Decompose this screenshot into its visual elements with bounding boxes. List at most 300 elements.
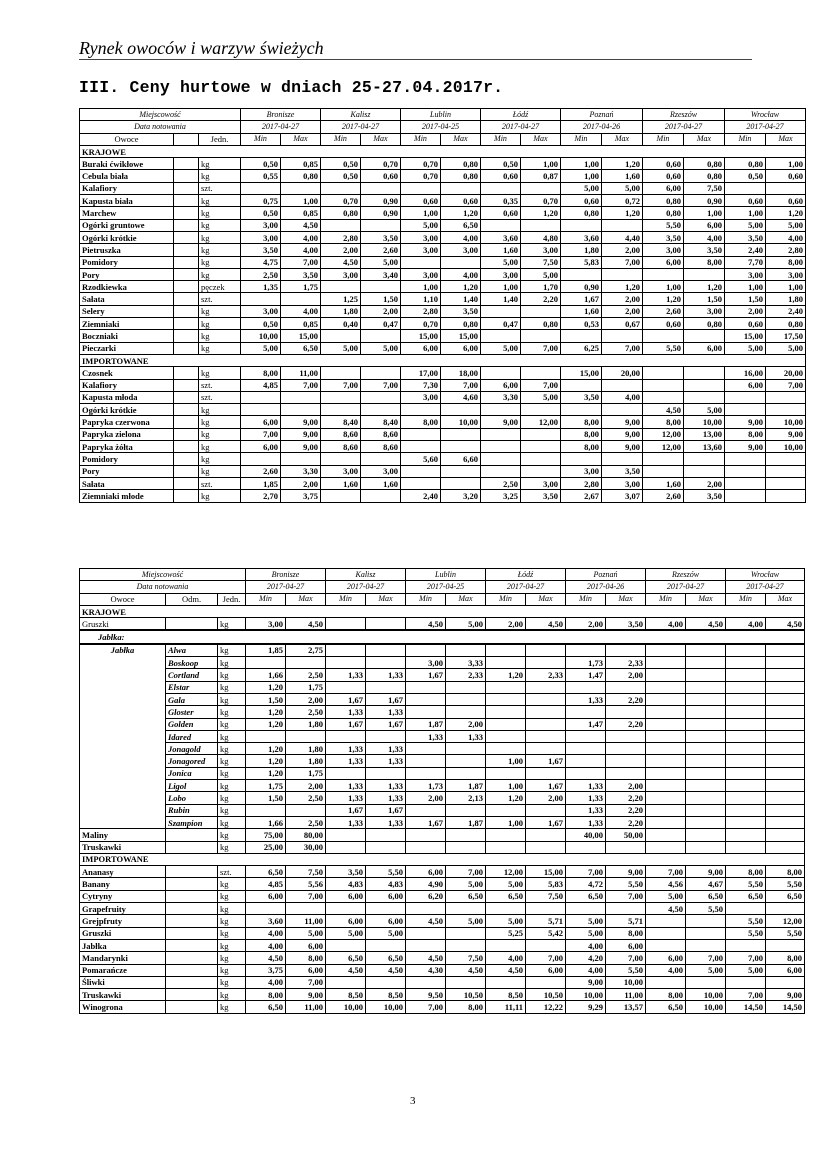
table-row — [80, 927, 805, 939]
min-price: 1,66 — [246, 816, 286, 828]
unit: kg — [218, 829, 246, 841]
product-name: Ogórki gruntowe — [80, 219, 174, 231]
unit: kg — [218, 903, 246, 915]
min-price: 0,60 — [725, 195, 766, 207]
min-price — [566, 706, 606, 718]
max-price — [766, 718, 805, 730]
empty-cell — [174, 318, 199, 330]
min-price: 4,50 — [321, 256, 361, 268]
min-price: 1,33 — [326, 743, 366, 755]
max-price — [521, 367, 561, 379]
table-row — [80, 952, 805, 964]
empty-cell — [174, 379, 199, 391]
max-price: 3,30 — [281, 465, 321, 477]
max-price: 6,00 — [684, 342, 725, 354]
max-price — [366, 976, 406, 988]
max-price: 0,60 — [361, 170, 401, 182]
max-price — [684, 391, 725, 403]
max-price: 3,50 — [521, 490, 561, 502]
min-price — [401, 404, 441, 416]
min-price — [406, 903, 446, 915]
max-price: 4,50 — [366, 964, 406, 976]
min-price: 0,55 — [241, 170, 281, 182]
min-column-header: Min — [725, 133, 766, 145]
min-price: 1,33 — [566, 693, 606, 705]
max-price: 6,00 — [526, 964, 566, 976]
max-price — [281, 453, 321, 465]
empty-cell — [166, 952, 218, 964]
min-price — [646, 792, 686, 804]
max-price: 7,00 — [446, 866, 486, 878]
max-price: 5,00 — [602, 182, 643, 194]
product-name: Kalafiory — [80, 379, 174, 391]
market-date: 2017-04-27 — [726, 581, 805, 593]
min-price — [246, 804, 286, 816]
unit: kg — [199, 318, 241, 330]
unit: kg — [218, 618, 246, 631]
apples-group-label: Jabłka: — [80, 630, 805, 643]
min-price: 9,00 — [725, 441, 766, 453]
min-price — [561, 330, 602, 342]
product-name: Winogrona — [80, 1001, 166, 1013]
max-price: 10,00 — [606, 976, 646, 988]
max-price — [366, 939, 406, 951]
min-price — [486, 693, 526, 705]
min-column-header: Min — [486, 593, 526, 605]
max-price: 12,00 — [766, 915, 805, 927]
min-price: 5,00 — [486, 915, 526, 927]
unit: pęczek — [199, 281, 241, 293]
min-price — [486, 718, 526, 730]
market-date: 2017-04-27 — [481, 121, 561, 133]
max-price: 12,00 — [521, 416, 561, 428]
market-date: 2017-04-26 — [561, 121, 643, 133]
min-price: 4,50 — [326, 964, 366, 976]
product-name: Papryka czerwona — [80, 416, 174, 428]
min-price — [726, 755, 766, 767]
min-price: 12,00 — [486, 866, 526, 878]
min-price: 8,40 — [321, 416, 361, 428]
min-price — [726, 718, 766, 730]
max-price — [446, 804, 486, 816]
min-price: 0,47 — [481, 318, 521, 330]
max-price — [526, 706, 566, 718]
max-price — [441, 182, 481, 194]
max-price: 7,50 — [446, 952, 486, 964]
max-price — [361, 453, 401, 465]
max-price: 10,00 — [766, 416, 806, 428]
min-price: 4,00 — [566, 939, 606, 951]
min-price: 6,50 — [566, 890, 606, 902]
unit: kg — [218, 693, 246, 705]
max-price — [366, 829, 406, 841]
max-price: 0,90 — [361, 195, 401, 207]
table-row — [80, 792, 805, 804]
max-price: 1,20 — [441, 281, 481, 293]
min-price: 6,50 — [326, 952, 366, 964]
max-price: 0,80 — [766, 318, 806, 330]
max-price: 2,00 — [684, 477, 725, 489]
unit: szt. — [199, 477, 241, 489]
max-price — [686, 693, 726, 705]
max-column-header: Max — [684, 133, 725, 145]
max-price — [446, 767, 486, 779]
max-price: 8,00 — [766, 952, 805, 964]
min-price: 4,50 — [643, 404, 684, 416]
max-price — [766, 939, 805, 951]
max-price: 2,33 — [526, 669, 566, 681]
min-price — [326, 976, 366, 988]
empty-cell — [174, 182, 199, 194]
min-price: 6,00 — [481, 379, 521, 391]
min-price: 3,60 — [481, 231, 521, 243]
min-price — [241, 293, 281, 305]
empty-cell — [166, 976, 218, 988]
max-price: 6,00 — [766, 964, 805, 976]
max-price: 4,80 — [521, 231, 561, 243]
max-price — [766, 490, 806, 502]
min-column-header: Min — [561, 133, 602, 145]
min-price: 1,20 — [246, 755, 286, 767]
min-price — [406, 767, 446, 779]
min-price: 6,00 — [643, 256, 684, 268]
min-price: 9,00 — [725, 416, 766, 428]
min-price: 9,00 — [481, 416, 521, 428]
min-price — [646, 767, 686, 779]
max-price: 3,00 — [441, 244, 481, 256]
max-price — [366, 903, 406, 915]
max-price — [526, 976, 566, 988]
min-price: 3,50 — [326, 866, 366, 878]
product-name: Cytryny — [80, 890, 166, 902]
max-price: 0,85 — [281, 318, 321, 330]
min-price — [646, 816, 686, 828]
max-price: 4,50 — [766, 618, 805, 631]
max-price — [446, 693, 486, 705]
max-price — [686, 743, 726, 755]
min-price — [646, 743, 686, 755]
max-price: 8,00 — [446, 1001, 486, 1013]
min-price: 1,00 — [481, 281, 521, 293]
table-row — [80, 293, 806, 305]
min-price: 4,50 — [646, 903, 686, 915]
market-name: Poznań — [566, 569, 646, 581]
market-name: Poznań — [561, 109, 643, 121]
min-price — [726, 816, 766, 828]
max-price: 4,83 — [366, 878, 406, 890]
min-price — [326, 939, 366, 951]
min-price: 0,70 — [401, 318, 441, 330]
max-price: 8,60 — [361, 441, 401, 453]
unit: kg — [218, 730, 246, 742]
max-price — [686, 657, 726, 669]
max-price — [684, 367, 725, 379]
min-price: 1,80 — [321, 305, 361, 317]
max-price: 1,20 — [602, 158, 643, 170]
min-price — [725, 477, 766, 489]
max-price — [766, 477, 806, 489]
min-price: 1,80 — [561, 244, 602, 256]
max-price: 2,50 — [286, 792, 326, 804]
table-row — [80, 490, 806, 502]
min-price: 5,00 — [486, 878, 526, 890]
max-price — [766, 903, 805, 915]
header-rule — [79, 59, 752, 60]
min-price — [726, 804, 766, 816]
max-column-header: Max — [286, 593, 326, 605]
table-row — [80, 890, 805, 902]
min-price: 7,00 — [566, 866, 606, 878]
variety-name: Jonagored — [166, 755, 218, 767]
min-price — [646, 939, 686, 951]
min-price: 2,70 — [241, 490, 281, 502]
unit: kg — [199, 244, 241, 256]
min-price: 8,50 — [486, 989, 526, 1001]
max-price: 1,87 — [446, 780, 486, 792]
min-price — [481, 404, 521, 416]
max-price — [446, 755, 486, 767]
max-price: 12,22 — [526, 1001, 566, 1013]
max-price: 4,50 — [446, 964, 486, 976]
min-price: 1,20 — [643, 293, 684, 305]
min-price: 4,85 — [246, 878, 286, 890]
min-price: 1,50 — [246, 693, 286, 705]
unit: kg — [218, 706, 246, 718]
unit: kg — [199, 465, 241, 477]
max-price: 8,00 — [286, 952, 326, 964]
min-price: 1,35 — [241, 281, 281, 293]
min-price: 1,20 — [486, 669, 526, 681]
table-row — [80, 379, 806, 391]
unit: kg — [199, 441, 241, 453]
max-price — [526, 644, 566, 657]
max-price: 1,67 — [526, 816, 566, 828]
min-price — [725, 404, 766, 416]
max-price: 7,00 — [521, 342, 561, 354]
unit: kg — [199, 158, 241, 170]
max-price — [686, 841, 726, 853]
variety-name: Lobo — [166, 792, 218, 804]
min-price: 3,50 — [241, 244, 281, 256]
max-price: 1,00 — [281, 195, 321, 207]
max-price — [766, 681, 805, 693]
min-price: 1,10 — [401, 293, 441, 305]
apples-name: Jabłka — [80, 644, 166, 829]
max-price: 6,60 — [441, 453, 481, 465]
min-price: 5,60 — [401, 453, 441, 465]
min-price — [561, 268, 602, 280]
max-price: 5,00 — [684, 404, 725, 416]
max-price — [281, 293, 321, 305]
min-price — [486, 657, 526, 669]
min-price: 5,00 — [326, 927, 366, 939]
max-price: 6,50 — [441, 219, 481, 231]
max-price — [446, 841, 486, 853]
max-price — [361, 391, 401, 403]
max-price: 2,13 — [446, 792, 486, 804]
max-price — [446, 681, 486, 693]
table-row — [80, 618, 805, 631]
unit: kg — [218, 669, 246, 681]
table-row — [80, 693, 805, 705]
min-price: 1,33 — [326, 816, 366, 828]
section-title: III. Ceny hurtowe w dniach 25-27.04.2017r. — [79, 78, 504, 97]
min-price — [321, 281, 361, 293]
max-price: 2,20 — [606, 718, 646, 730]
min-column-header: Min — [321, 133, 361, 145]
max-price: 7,50 — [521, 256, 561, 268]
max-price — [286, 804, 326, 816]
max-price — [686, 755, 726, 767]
unit: szt. — [199, 391, 241, 403]
max-price: 1,80 — [286, 718, 326, 730]
min-price — [726, 792, 766, 804]
max-price: 1,33 — [366, 780, 406, 792]
unit: kg — [218, 718, 246, 730]
unit: szt. — [199, 379, 241, 391]
min-price: 1,60 — [481, 244, 521, 256]
max-price: 9,00 — [281, 416, 321, 428]
max-price — [441, 465, 481, 477]
table-row — [80, 170, 806, 182]
max-price — [686, 829, 726, 841]
max-price: 2,20 — [606, 804, 646, 816]
table-row — [80, 816, 805, 828]
max-price: 11,00 — [286, 1001, 326, 1013]
min-price: 1,66 — [246, 669, 286, 681]
min-price: 1,20 — [246, 718, 286, 730]
unit: kg — [218, 952, 246, 964]
min-price: 2,50 — [241, 268, 281, 280]
min-price — [646, 706, 686, 718]
max-price: 1,33 — [366, 743, 406, 755]
min-price: 4,72 — [566, 878, 606, 890]
table-row — [80, 231, 806, 243]
min-price: 4,00 — [246, 927, 286, 939]
min-price: 12,00 — [643, 441, 684, 453]
min-price — [726, 657, 766, 669]
product-name: Ogórki krótkie — [80, 231, 174, 243]
max-price: 1,00 — [684, 207, 725, 219]
max-price — [766, 829, 805, 841]
min-price — [486, 903, 526, 915]
max-price: 1,33 — [366, 706, 406, 718]
max-price — [286, 730, 326, 742]
unit: kg — [218, 644, 246, 657]
max-price: 2,00 — [602, 305, 643, 317]
min-price — [486, 743, 526, 755]
max-price — [766, 404, 806, 416]
product-name: Pomidory — [80, 453, 174, 465]
min-price: 3,75 — [246, 964, 286, 976]
product-name: Boczniaki — [80, 330, 174, 342]
max-price: 2,33 — [446, 669, 486, 681]
max-price: 5,50 — [606, 964, 646, 976]
min-price — [406, 743, 446, 755]
product-name: Gruszki — [80, 927, 166, 939]
market-name: Rzeszów — [643, 109, 725, 121]
max-price: 5,00 — [686, 964, 726, 976]
min-price — [481, 182, 521, 194]
max-price — [521, 453, 561, 465]
max-price — [526, 767, 566, 779]
min-price: 0,80 — [643, 207, 684, 219]
max-price: 5,42 — [526, 927, 566, 939]
table-row — [80, 219, 806, 231]
min-price — [481, 305, 521, 317]
max-column-header: Max — [521, 133, 561, 145]
max-price: 0,67 — [602, 318, 643, 330]
min-price — [486, 706, 526, 718]
min-price: 2,80 — [321, 231, 361, 243]
min-price: 4,56 — [646, 878, 686, 890]
max-price: 1,00 — [766, 281, 806, 293]
max-price — [521, 441, 561, 453]
max-price — [686, 730, 726, 742]
min-price: 5,50 — [726, 927, 766, 939]
min-price — [646, 644, 686, 657]
table-row — [80, 256, 806, 268]
table-row — [80, 706, 805, 718]
min-price — [246, 657, 286, 669]
min-price: 1,33 — [326, 706, 366, 718]
min-column-header: Min — [246, 593, 286, 605]
min-price — [566, 730, 606, 742]
min-price: 6,50 — [246, 1001, 286, 1013]
empty-cell — [174, 367, 199, 379]
max-price: 20,00 — [766, 367, 806, 379]
max-price: 7,00 — [686, 952, 726, 964]
min-price: 5,50 — [726, 915, 766, 927]
min-price: 5,00 — [646, 890, 686, 902]
section-header — [80, 145, 806, 157]
market-date: 2017-04-27 — [725, 121, 806, 133]
min-price: 0,60 — [481, 207, 521, 219]
min-price — [566, 681, 606, 693]
min-price — [406, 706, 446, 718]
product-name: Buraki ćwikłowe — [80, 158, 174, 170]
min-price: 11,11 — [486, 1001, 526, 1013]
max-price: 9,00 — [766, 428, 806, 440]
max-price: 4,00 — [281, 231, 321, 243]
min-price — [646, 976, 686, 988]
variety-name: Ligol — [166, 780, 218, 792]
max-price — [286, 903, 326, 915]
max-price: 1,67 — [366, 804, 406, 816]
max-price: 7,00 — [286, 976, 326, 988]
max-price: 3,50 — [281, 268, 321, 280]
table-row — [80, 989, 805, 1001]
table-row — [80, 743, 805, 755]
max-price: 5,50 — [606, 878, 646, 890]
max-price: 1,67 — [366, 718, 406, 730]
max-price: 0,80 — [684, 170, 725, 182]
min-column-header: Min — [401, 133, 441, 145]
empty-cell — [166, 915, 218, 927]
min-price — [326, 829, 366, 841]
min-price: 0,50 — [481, 158, 521, 170]
max-price — [602, 268, 643, 280]
min-price: 3,00 — [401, 268, 441, 280]
max-price: 2,20 — [606, 693, 646, 705]
max-price: 1,00 — [766, 158, 806, 170]
min-price: 0,80 — [643, 195, 684, 207]
market-name: Bronisze — [241, 109, 321, 121]
market-name: Łódź — [486, 569, 566, 581]
max-price — [686, 681, 726, 693]
min-price: 1,00 — [486, 755, 526, 767]
max-price: 1,80 — [766, 293, 806, 305]
